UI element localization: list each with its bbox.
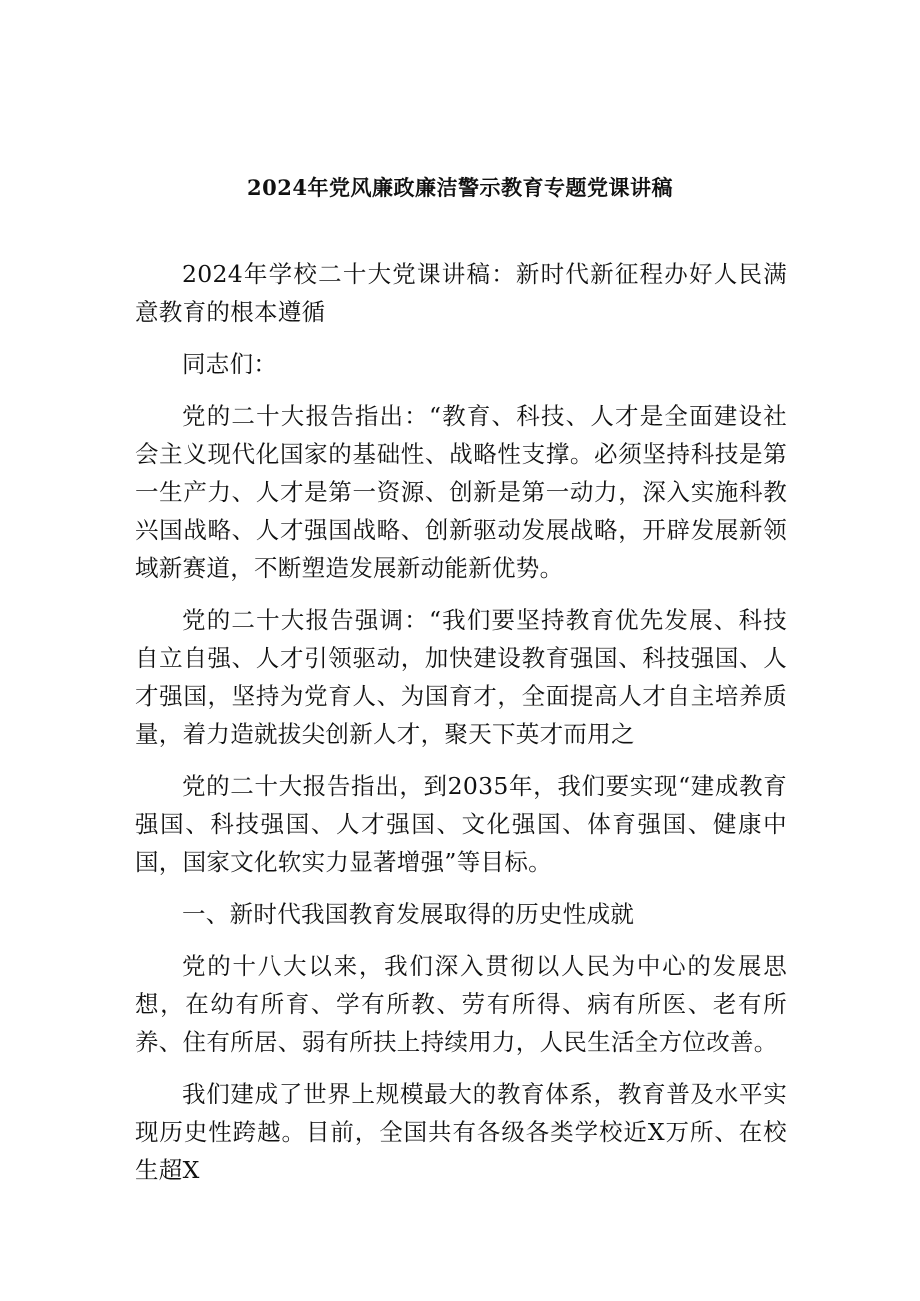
paragraph: 党的二十大报告强调：“我们要坚持教育优先发展、科技自立自强、人才引领驱动，加快建设教育强国、科技强国、人才强国，坚持为党育人、为国育才，全面提高人才自主培养质量，着力造就拔尖创新人才，聚天下英才而用之 xyxy=(135,606,787,748)
paragraph-subtitle: 2024年学校二十大党课讲稿：新时代新征程办好人民满意教育的根本遵循 xyxy=(135,260,787,326)
paragraph: 党的十八大以来，我们深入贯彻以人民为中心的发展思想，在幼有所育、学有所教、劳有所得、病有所医、老有所养、住有所居、弱有所扶上持续用力，人民生活全方位改善。 xyxy=(135,952,787,1056)
document-body xyxy=(135,255,787,1189)
paragraph: 党的二十大报告指出，到2035年，我们要实现“建成教育强国、科技强国、人才强国、文化强国、体育强国、健康中国，国家文化软实力显著增强”等目标。 xyxy=(135,772,787,876)
paragraph: 党的二十大报告指出：“教育、科技、人才是全面建设社会主义现代化国家的基础性、战略性支撑。必须坚持科技是第一生产力、人才是第一资源、创新是第一动力，深入实施科教兴国战略、人才强国战略、创新驱动发展战略，开辟发展新领域新赛道，不断塑造发展新动能新优势。 xyxy=(135,402,787,582)
paragraph: 我们建成了世界上规模最大的教育体系，教育普及水平实现历史性跨越。目前，全国共有各级各类学校近X万所、在校生超X xyxy=(135,1080,787,1184)
paragraph-greeting: 同志们： xyxy=(182,350,278,378)
section-heading: 一、新时代我国教育发展取得的历史性成就 xyxy=(182,900,635,928)
document-title: 2024年党风廉政廉洁警示教育专题党课讲稿 xyxy=(247,175,673,200)
